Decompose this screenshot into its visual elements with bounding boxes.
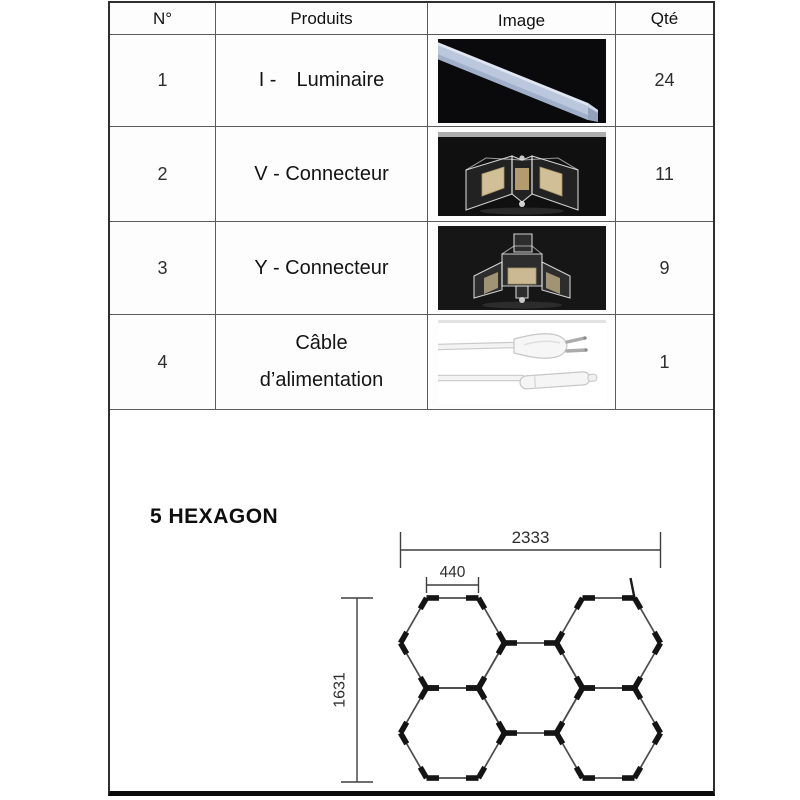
row1-number: 1 [110, 35, 216, 127]
product-table [108, 1, 715, 796]
y-connector-photo [438, 226, 606, 310]
product-table-grid [110, 3, 713, 791]
row4-product-line2: d’alimentation [259, 369, 384, 391]
dim-total-height-label: 1631 [331, 672, 349, 708]
power-cable-photo [438, 320, 606, 404]
dim-hex-width-label: 440 [439, 564, 466, 581]
hexagon-layout-diagram [110, 410, 713, 791]
row3-qty: 9 [616, 222, 713, 315]
cable-entry-mark [631, 578, 635, 598]
row3-number: 3 [110, 222, 216, 315]
col-header-number: N° [110, 3, 216, 35]
led-tube-photo [438, 39, 606, 123]
row3-product-label: Y - Connecteur [216, 222, 428, 315]
row1-image-cell [428, 35, 616, 127]
row1-product-label: I - Luminaire [216, 35, 428, 127]
col-header-products: Produits [216, 3, 428, 35]
col-header-qty: Qté [616, 3, 713, 35]
row2-image-cell [428, 127, 616, 222]
row2-product-label: V - Connecteur [216, 127, 428, 222]
row4-product-label [216, 315, 428, 410]
diagram-title: 5 HEXAGON [150, 505, 279, 528]
row2-qty: 11 [616, 127, 713, 222]
row4-product-line1: Câble [295, 332, 348, 354]
dim-total-width-label: 2333 [511, 528, 550, 547]
hexagon-grid [401, 598, 661, 778]
row2-number: 2 [110, 127, 216, 222]
row1-qty: 24 [616, 35, 713, 127]
row4-image-cell [428, 315, 616, 410]
hexagon-diagram-cell [110, 410, 713, 791]
row4-number: 4 [110, 315, 216, 410]
row3-image-cell [428, 222, 616, 315]
v-connector-photo [438, 132, 606, 216]
row4-qty: 1 [616, 315, 713, 410]
col-header-image: Image [428, 3, 616, 35]
